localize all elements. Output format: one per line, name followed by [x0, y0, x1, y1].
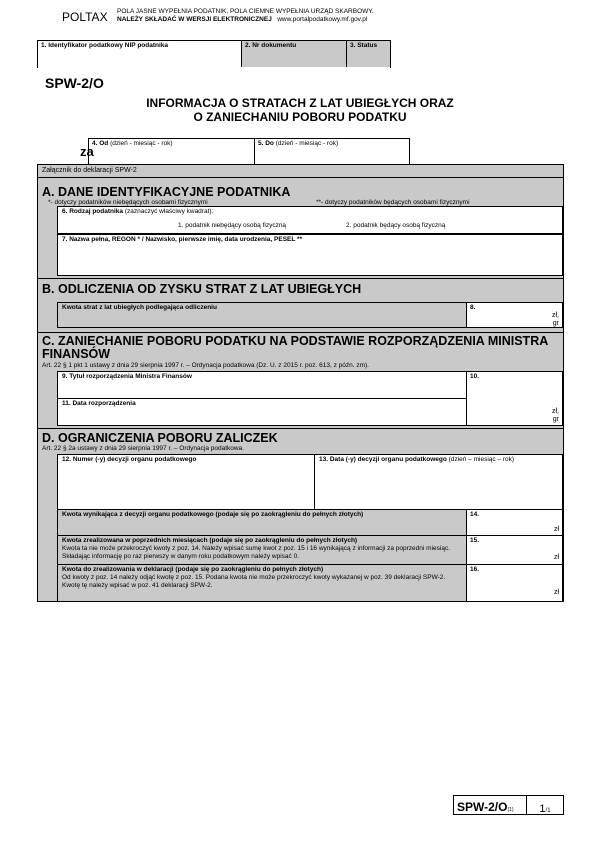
section-c-title [38, 332, 563, 361]
taxpayer-type-hint: (zaznaczyć właściwy kwadrat): [124, 208, 214, 215]
poltax-logo: POLTAX [62, 10, 108, 24]
amount-to-realize-field[interactable] [466, 564, 563, 602]
attachment-note: Załącznik do deklaracji SPW-2 [38, 165, 563, 178]
taxpayer-name-field[interactable]: 7. Nazwa pełna, REGON * / Nazwisko, pierwsze imię, data urodzenia, PESEL ** [57, 234, 563, 276]
field-10-unit-zl: zł, [552, 408, 559, 415]
taxpayer-type-option-2[interactable]: 2. podatnik będący osobą fizyczną [346, 222, 446, 229]
period-to-hint: (dzień - miesiąc - rok) [275, 140, 339, 147]
header-note [117, 8, 377, 24]
status-field: 3. Status [346, 41, 390, 67]
form-title-line2: O ZANIECHANIU POBORU PODATKU [193, 110, 407, 124]
period-to-label: 5. Do [258, 140, 274, 147]
header-note-line2: NALEŻY SKŁADAĆ W WERSJI ELEKTRONICZNEJ [117, 16, 272, 23]
amount-to-realize-label [57, 564, 467, 602]
section-c-legal-basis: Art. 22 § 1 pkt 1 ustawy z dnia 29 sierpnia 1997 r. – Ordynacja podatkowa (Dz. U. z 2015 r. poz. 613, z późn. zm). [42, 362, 369, 369]
footer-page-box [526, 795, 564, 815]
footer-form-variant: (1) [507, 807, 514, 813]
period-to-field[interactable] [255, 139, 409, 164]
field-8-unit-zl: zł, [552, 312, 559, 319]
taxpayer-type-label: 6. Rodzaj podatnika [62, 208, 124, 215]
nip-field[interactable]: 1. Identyfikator podatkowy NIP podatnika [38, 41, 241, 67]
za-label: za [80, 144, 94, 159]
field-16-unit: zł [553, 589, 559, 596]
field-15-unit: zł [553, 554, 559, 561]
header-note-line1: POLA JASNE WYPEŁNIA PODATNIK, POLA CIEMNE WYPEŁNIA URZĄD SKARBOWY. [117, 8, 374, 15]
section-a-note-right: **- dotyczy podatników będących osobami fizycznymi [316, 199, 470, 206]
section-d-title: D. OGRANICZENIA POBORU ZALICZEK [38, 428, 563, 445]
section-a-note-left: *- dotyczy podatników niebędących osobami fizycznymi [48, 199, 208, 206]
footer-page-total: /1 [545, 808, 551, 814]
field-14-unit: zł [553, 526, 559, 533]
row-16-description: Od kwoty z poz. 14 należy odjąć kwotę z poz. 15. Podana kwota nie może przekroczyć kwoty wykazanej w poz. 39 deklaracji SPW-2. Kwotę tę należy wpisać w poz. 41 deklaracji SPW-2. [62, 574, 446, 589]
footer-page-number: 1 [539, 803, 546, 815]
loss-deduction-label: Kwota strat z lat ubiegłych podlegająca odliczeniu [57, 302, 467, 328]
field-13-hint: (dzień – miesiąc – rok) [448, 456, 515, 463]
row-15-title: Kwota zrealizowana w poprzednich miesiącach (podaje się po zaokrągleniu do pełnych złotych) [62, 537, 358, 544]
field-8-unit-gr: gr [552, 320, 559, 327]
row-15-description: Kwota ta nie może przekroczyć kwoty z poz. 14. Należy wpisać sumę kwot z poz. 15 i 16 wynikającą z informacji za poprzedni miesiąc. Składając informację po raz pierwszy w danym roku podatkowym należy wpisać 0. [62, 545, 450, 560]
footer-form-code-box [453, 795, 527, 815]
section-d-legal-basis: Art. 22 § 2a ustawy z dnia 29 sierpnia 1997 r. – Ordynacja podatkowa. [42, 445, 244, 452]
field-10-unit-gr: gr [552, 416, 559, 423]
section-a-title: A. DANE IDENTYFIKACYJNE PODATNIKA [42, 185, 291, 199]
period-from-field[interactable] [89, 139, 255, 164]
realized-amount-field[interactable] [466, 535, 563, 565]
row-16-title: Kwota do zrealizowania w deklaracji (podaje się po zaokrągleniu do pełnych złotych) [62, 566, 324, 573]
waived-amount-field[interactable] [466, 371, 563, 426]
loss-deduction-field[interactable] [466, 302, 563, 328]
form-code: SPW-2/O [45, 75, 104, 91]
portal-url: www.portalpodatkowy.mf.gov.pl [277, 16, 368, 23]
decision-number-field[interactable]: 12. Numer (-y) decyzji organu podatkowego [57, 454, 315, 510]
section-c-title-line2: FINANSÓW [42, 347, 111, 361]
field-14-label: 14. [470, 511, 480, 518]
period-from-label: 4. Od [92, 140, 109, 147]
field-8-label: 8. [470, 304, 476, 311]
regulation-date-field[interactable]: 11. Data rozporządzenia [57, 398, 467, 426]
form-title [40, 96, 560, 124]
footer-form-code: SPW-2/O [457, 800, 508, 814]
section-c-title-line1: C. ZANIECHANIE POBORU PODATKU NA PODSTAWIE ROZPORZĄDZENIA MINISTRA [42, 334, 549, 348]
section-b-title: B. ODLICZENIA OD ZYSKU STRAT Z LAT UBIEGŁYCH [38, 278, 563, 300]
document-number-field: 2. Nr dokumentu [241, 41, 346, 67]
realized-amount-label [57, 535, 467, 565]
taxpayer-type-field [57, 206, 563, 234]
decision-date-field[interactable] [314, 454, 563, 510]
field-10-label: 10. [470, 373, 480, 380]
decision-amount-label: Kwota wynikająca z decyzji organu podatkowego (podaje się po zaokrągleniu do pełnych złotych) [57, 509, 467, 536]
decision-amount-field[interactable] [466, 509, 563, 536]
period-from-hint: (dzień - miesiąc - rok) [110, 140, 173, 147]
form-title-line1: INFORMACJA O STRATACH Z LAT UBIEGŁYCH ORAZ [146, 96, 454, 110]
field-15-label: 15. [470, 537, 480, 544]
taxpayer-type-option-1[interactable]: 1. podatnik niebędący osobą fizyczną [178, 222, 287, 229]
field-16-label: 16. [470, 566, 480, 573]
field-13-label: 13. Data (-y) decyzji organu podatkowego [319, 456, 447, 463]
regulation-title-field[interactable]: 9. Tytuł rozporządzenia Ministra Finansów [57, 371, 467, 399]
